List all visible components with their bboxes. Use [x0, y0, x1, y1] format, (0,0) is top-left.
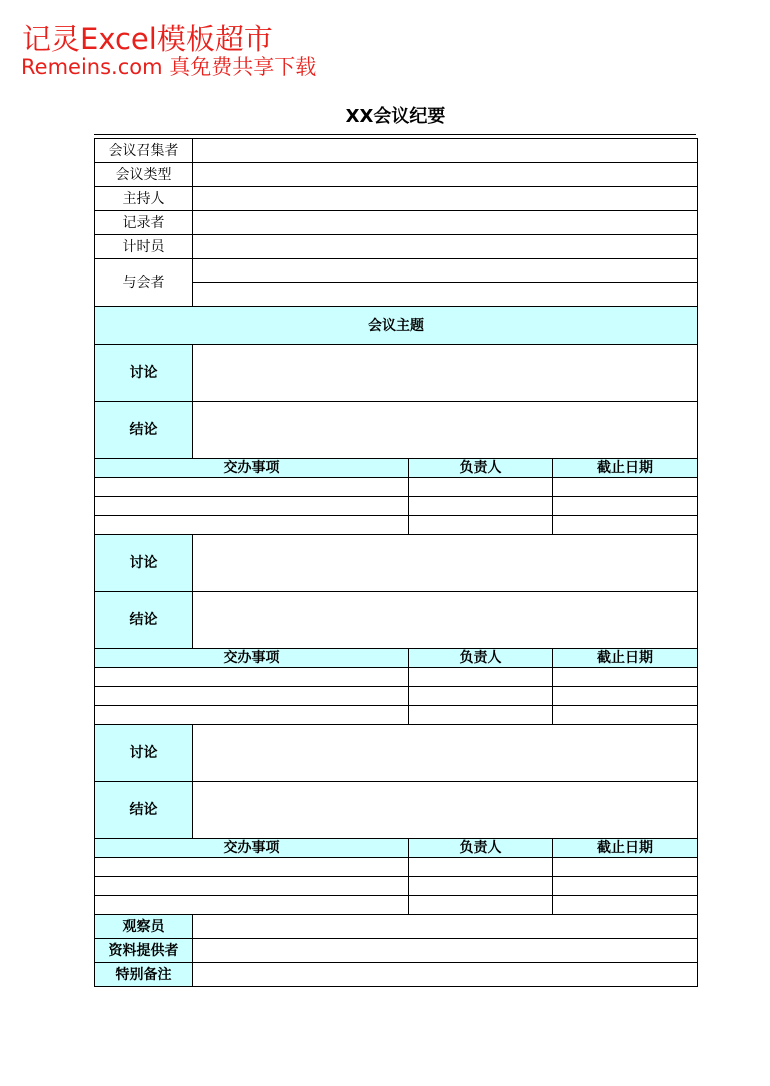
- owner-cell[interactable]: [409, 706, 553, 725]
- action-header-row: [95, 839, 698, 858]
- action-row: [95, 858, 698, 877]
- action-item-cell[interactable]: [95, 516, 409, 535]
- conclusion-label: 结论: [95, 592, 193, 649]
- owner-cell[interactable]: [409, 478, 553, 497]
- field-row-convener: [95, 139, 698, 163]
- deadline-cell[interactable]: [553, 687, 698, 706]
- field-label: 记录者: [95, 211, 193, 235]
- action-row: [95, 896, 698, 915]
- owner-cell[interactable]: [409, 516, 553, 535]
- action-item-header: 交办事项: [95, 459, 409, 478]
- observer-label: 观察员: [95, 915, 193, 939]
- owner-cell[interactable]: [409, 896, 553, 915]
- deadline-cell[interactable]: [553, 706, 698, 725]
- watermark-subtitle: Remeins.com 真免费共享下载: [21, 55, 317, 79]
- action-header-row: [95, 459, 698, 478]
- action-item-cell[interactable]: [95, 687, 409, 706]
- conclusion-row: [95, 592, 698, 649]
- deadline-header: 截止日期: [553, 649, 698, 668]
- convener-value-cell[interactable]: [193, 139, 698, 163]
- attendees-value-cell[interactable]: [193, 259, 698, 283]
- discussion-row: [95, 535, 698, 592]
- action-item-cell[interactable]: [95, 858, 409, 877]
- meeting-type-value-cell[interactable]: [193, 163, 698, 187]
- attendees-label: 与会者: [95, 259, 193, 307]
- topic-header: 会议主题: [95, 307, 698, 345]
- field-row-provider: [95, 939, 698, 963]
- notes-label: 特别备注: [95, 963, 193, 987]
- field-label: 会议类型: [95, 163, 193, 187]
- deadline-cell[interactable]: [553, 858, 698, 877]
- owner-cell[interactable]: [409, 687, 553, 706]
- field-label: 主持人: [95, 187, 193, 211]
- field-row-observer: [95, 915, 698, 939]
- conclusion-cell[interactable]: [193, 592, 698, 649]
- discussion-cell[interactable]: [193, 535, 698, 592]
- field-label: 计时员: [95, 235, 193, 259]
- discussion-cell[interactable]: [193, 725, 698, 782]
- conclusion-row: [95, 402, 698, 459]
- owner-header: 负责人: [409, 649, 553, 668]
- owner-cell[interactable]: [409, 858, 553, 877]
- action-item-cell[interactable]: [95, 877, 409, 896]
- action-item-cell[interactable]: [95, 706, 409, 725]
- discussion-label: 讨论: [95, 535, 193, 592]
- action-header-row: [95, 649, 698, 668]
- minutes-table: [94, 138, 698, 987]
- owner-cell[interactable]: [409, 497, 553, 516]
- field-row-notes: [95, 963, 698, 987]
- discussion-row: [95, 725, 698, 782]
- deadline-cell[interactable]: [553, 497, 698, 516]
- action-item-cell[interactable]: [95, 896, 409, 915]
- owner-header: 负责人: [409, 459, 553, 478]
- field-row-timekeeper: [95, 235, 698, 259]
- action-row: [95, 668, 698, 687]
- action-item-cell[interactable]: [95, 668, 409, 687]
- host-value-cell[interactable]: [193, 187, 698, 211]
- action-row: [95, 478, 698, 497]
- observer-value-cell[interactable]: [193, 915, 698, 939]
- action-item-header: 交办事项: [95, 649, 409, 668]
- deadline-header: 截止日期: [553, 839, 698, 858]
- provider-value-cell[interactable]: [193, 939, 698, 963]
- owner-cell[interactable]: [409, 668, 553, 687]
- discussion-cell[interactable]: [193, 345, 698, 402]
- document-title: XX会议纪要: [345, 106, 446, 127]
- notes-value-cell[interactable]: [193, 963, 698, 987]
- owner-cell[interactable]: [409, 877, 553, 896]
- deadline-cell[interactable]: [553, 478, 698, 497]
- action-row: [95, 706, 698, 725]
- deadline-cell[interactable]: [553, 877, 698, 896]
- deadline-cell[interactable]: [553, 516, 698, 535]
- recorder-value-cell[interactable]: [193, 211, 698, 235]
- field-label: 会议召集者: [95, 139, 193, 163]
- topic-header-row: [95, 307, 698, 345]
- discussion-label: 讨论: [95, 725, 193, 782]
- discussion-label: 讨论: [95, 345, 193, 402]
- action-item-cell[interactable]: [95, 497, 409, 516]
- conclusion-row: [95, 782, 698, 839]
- attendees-value-cell[interactable]: [193, 283, 698, 307]
- field-row-recorder: [95, 211, 698, 235]
- field-row-meeting-type: [95, 163, 698, 187]
- action-row: [95, 877, 698, 896]
- table-top-border: [94, 134, 696, 135]
- provider-label: 资料提供者: [95, 939, 193, 963]
- deadline-cell[interactable]: [553, 668, 698, 687]
- conclusion-label: 结论: [95, 782, 193, 839]
- deadline-header: 截止日期: [553, 459, 698, 478]
- action-row: [95, 497, 698, 516]
- action-row: [95, 516, 698, 535]
- action-item-header: 交办事项: [95, 839, 409, 858]
- field-row-attendees: [95, 259, 698, 283]
- field-row-host: [95, 187, 698, 211]
- discussion-row: [95, 345, 698, 402]
- watermark-title: 记灵Excel模板超市: [22, 22, 273, 56]
- timekeeper-value-cell[interactable]: [193, 235, 698, 259]
- owner-header: 负责人: [409, 839, 553, 858]
- conclusion-cell[interactable]: [193, 782, 698, 839]
- action-row: [95, 687, 698, 706]
- conclusion-label: 结论: [95, 402, 193, 459]
- deadline-cell[interactable]: [553, 896, 698, 915]
- conclusion-cell[interactable]: [193, 402, 698, 459]
- action-item-cell[interactable]: [95, 478, 409, 497]
